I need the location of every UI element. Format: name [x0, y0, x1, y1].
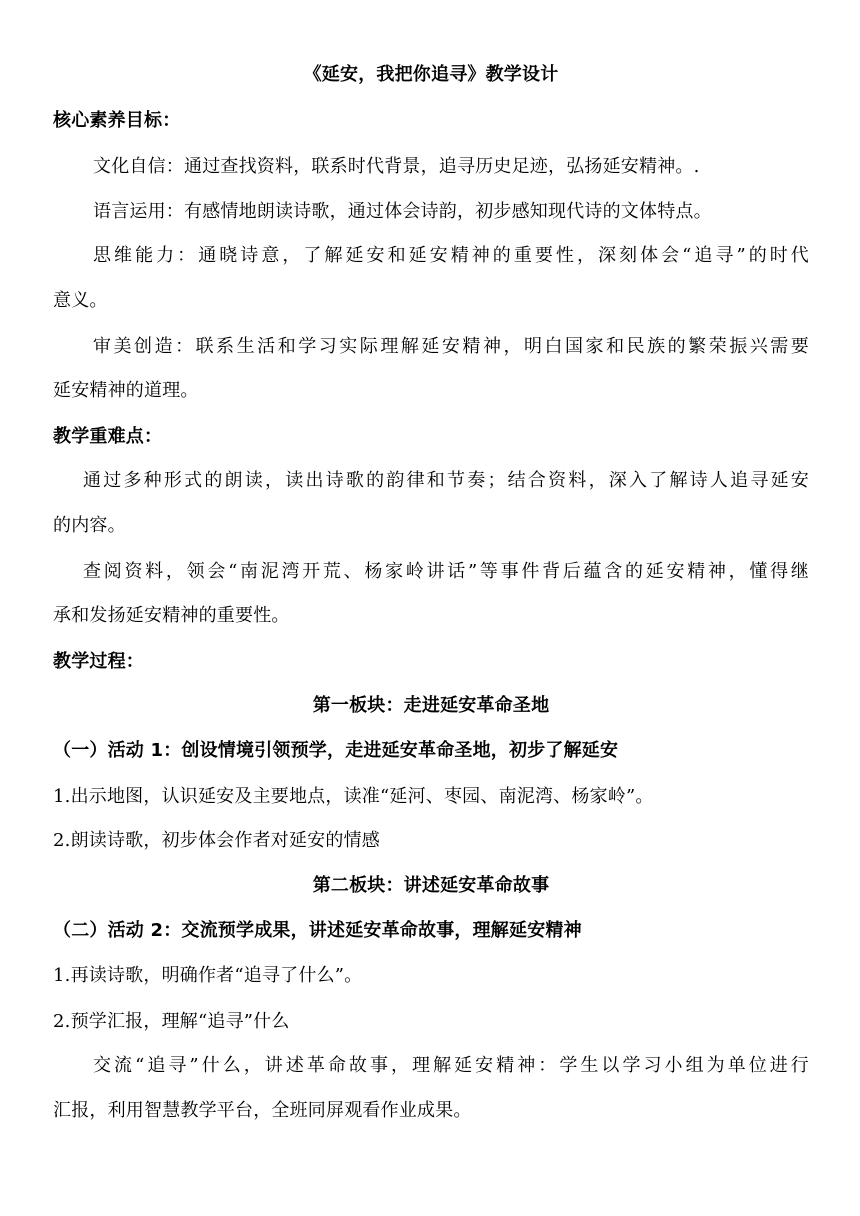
activity2-item1: 1.再读诗歌，明确作者“追寻了什么”。: [53, 965, 363, 986]
keypoint-reading-paragraph-line1: 通过多种形式的朗读，读出诗歌的韵律和节奏；结合资料，深入了解诗人追寻延安: [83, 470, 809, 491]
block1-title: 第一板块：走进延安革命圣地: [312, 695, 550, 716]
goal-thinking-paragraph-line1: 思维能力：通晓诗意，了解延安和延安精神的重要性，深刻体会“追寻”的时代: [93, 245, 809, 266]
activity2-paragraph-line2: 汇报，利用智慧教学平台，全班同屏观看作业成果。: [53, 1100, 472, 1121]
activity2-item2: 2.预学汇报，理解“追寻”什么: [53, 1011, 290, 1032]
goals-heading: 核心素养目标：: [53, 110, 181, 131]
goal-culture-paragraph: 文化自信：通过查找资料，联系时代背景，追寻历史足迹，弘扬延安精神。.: [93, 156, 700, 177]
keypoints-heading: 教学重难点：: [53, 426, 163, 447]
block2-title: 第二板块：讲述延安革命故事: [312, 875, 550, 896]
keypoint-spirit-paragraph-line2: 承和发扬延安精神的重要性。: [53, 605, 290, 626]
activity1-item1: 1.出示地图，认识延安及主要地点，读准“延河、枣园、南泥湾、杨家岭”。: [53, 786, 654, 807]
process-heading: 教学过程：: [53, 651, 144, 672]
goal-aesthetic-paragraph-line1: 审美创造：联系生活和学习实际理解延安精神，明白国家和民族的繁荣振兴需要: [93, 336, 809, 357]
activity1-title: （一）活动 1：创设情境引领预学，走进延安革命圣地，初步了解延安: [53, 740, 619, 761]
goal-thinking-paragraph-line2: 意义。: [53, 290, 108, 311]
activity2-paragraph-line1: 交流“追寻”什么，讲述革命故事，理解延安精神：学生以学习小组为单位进行: [93, 1055, 809, 1076]
document-title: 《延安，我把你追寻》教学设计: [303, 64, 559, 85]
activity1-item2: 2.朗读诗歌，初步体会作者对延安的情感: [53, 830, 380, 851]
keypoint-spirit-paragraph-line1: 查阅资料，领会“南泥湾开荒、杨家岭讲话”等事件背后蕴含的延安精神，懂得继: [83, 561, 809, 582]
activity2-title: （二）活动 2：交流预学成果，讲述延安革命故事，理解延安精神: [53, 920, 582, 941]
keypoint-reading-paragraph-line2: 的内容。: [53, 515, 126, 536]
goal-aesthetic-paragraph-line2: 延安精神的道理。: [53, 380, 199, 401]
goal-language-paragraph: 语言运用：有感情地朗读诗歌，通过体会诗韵，初步感知现代诗的文体特点。: [93, 201, 712, 222]
